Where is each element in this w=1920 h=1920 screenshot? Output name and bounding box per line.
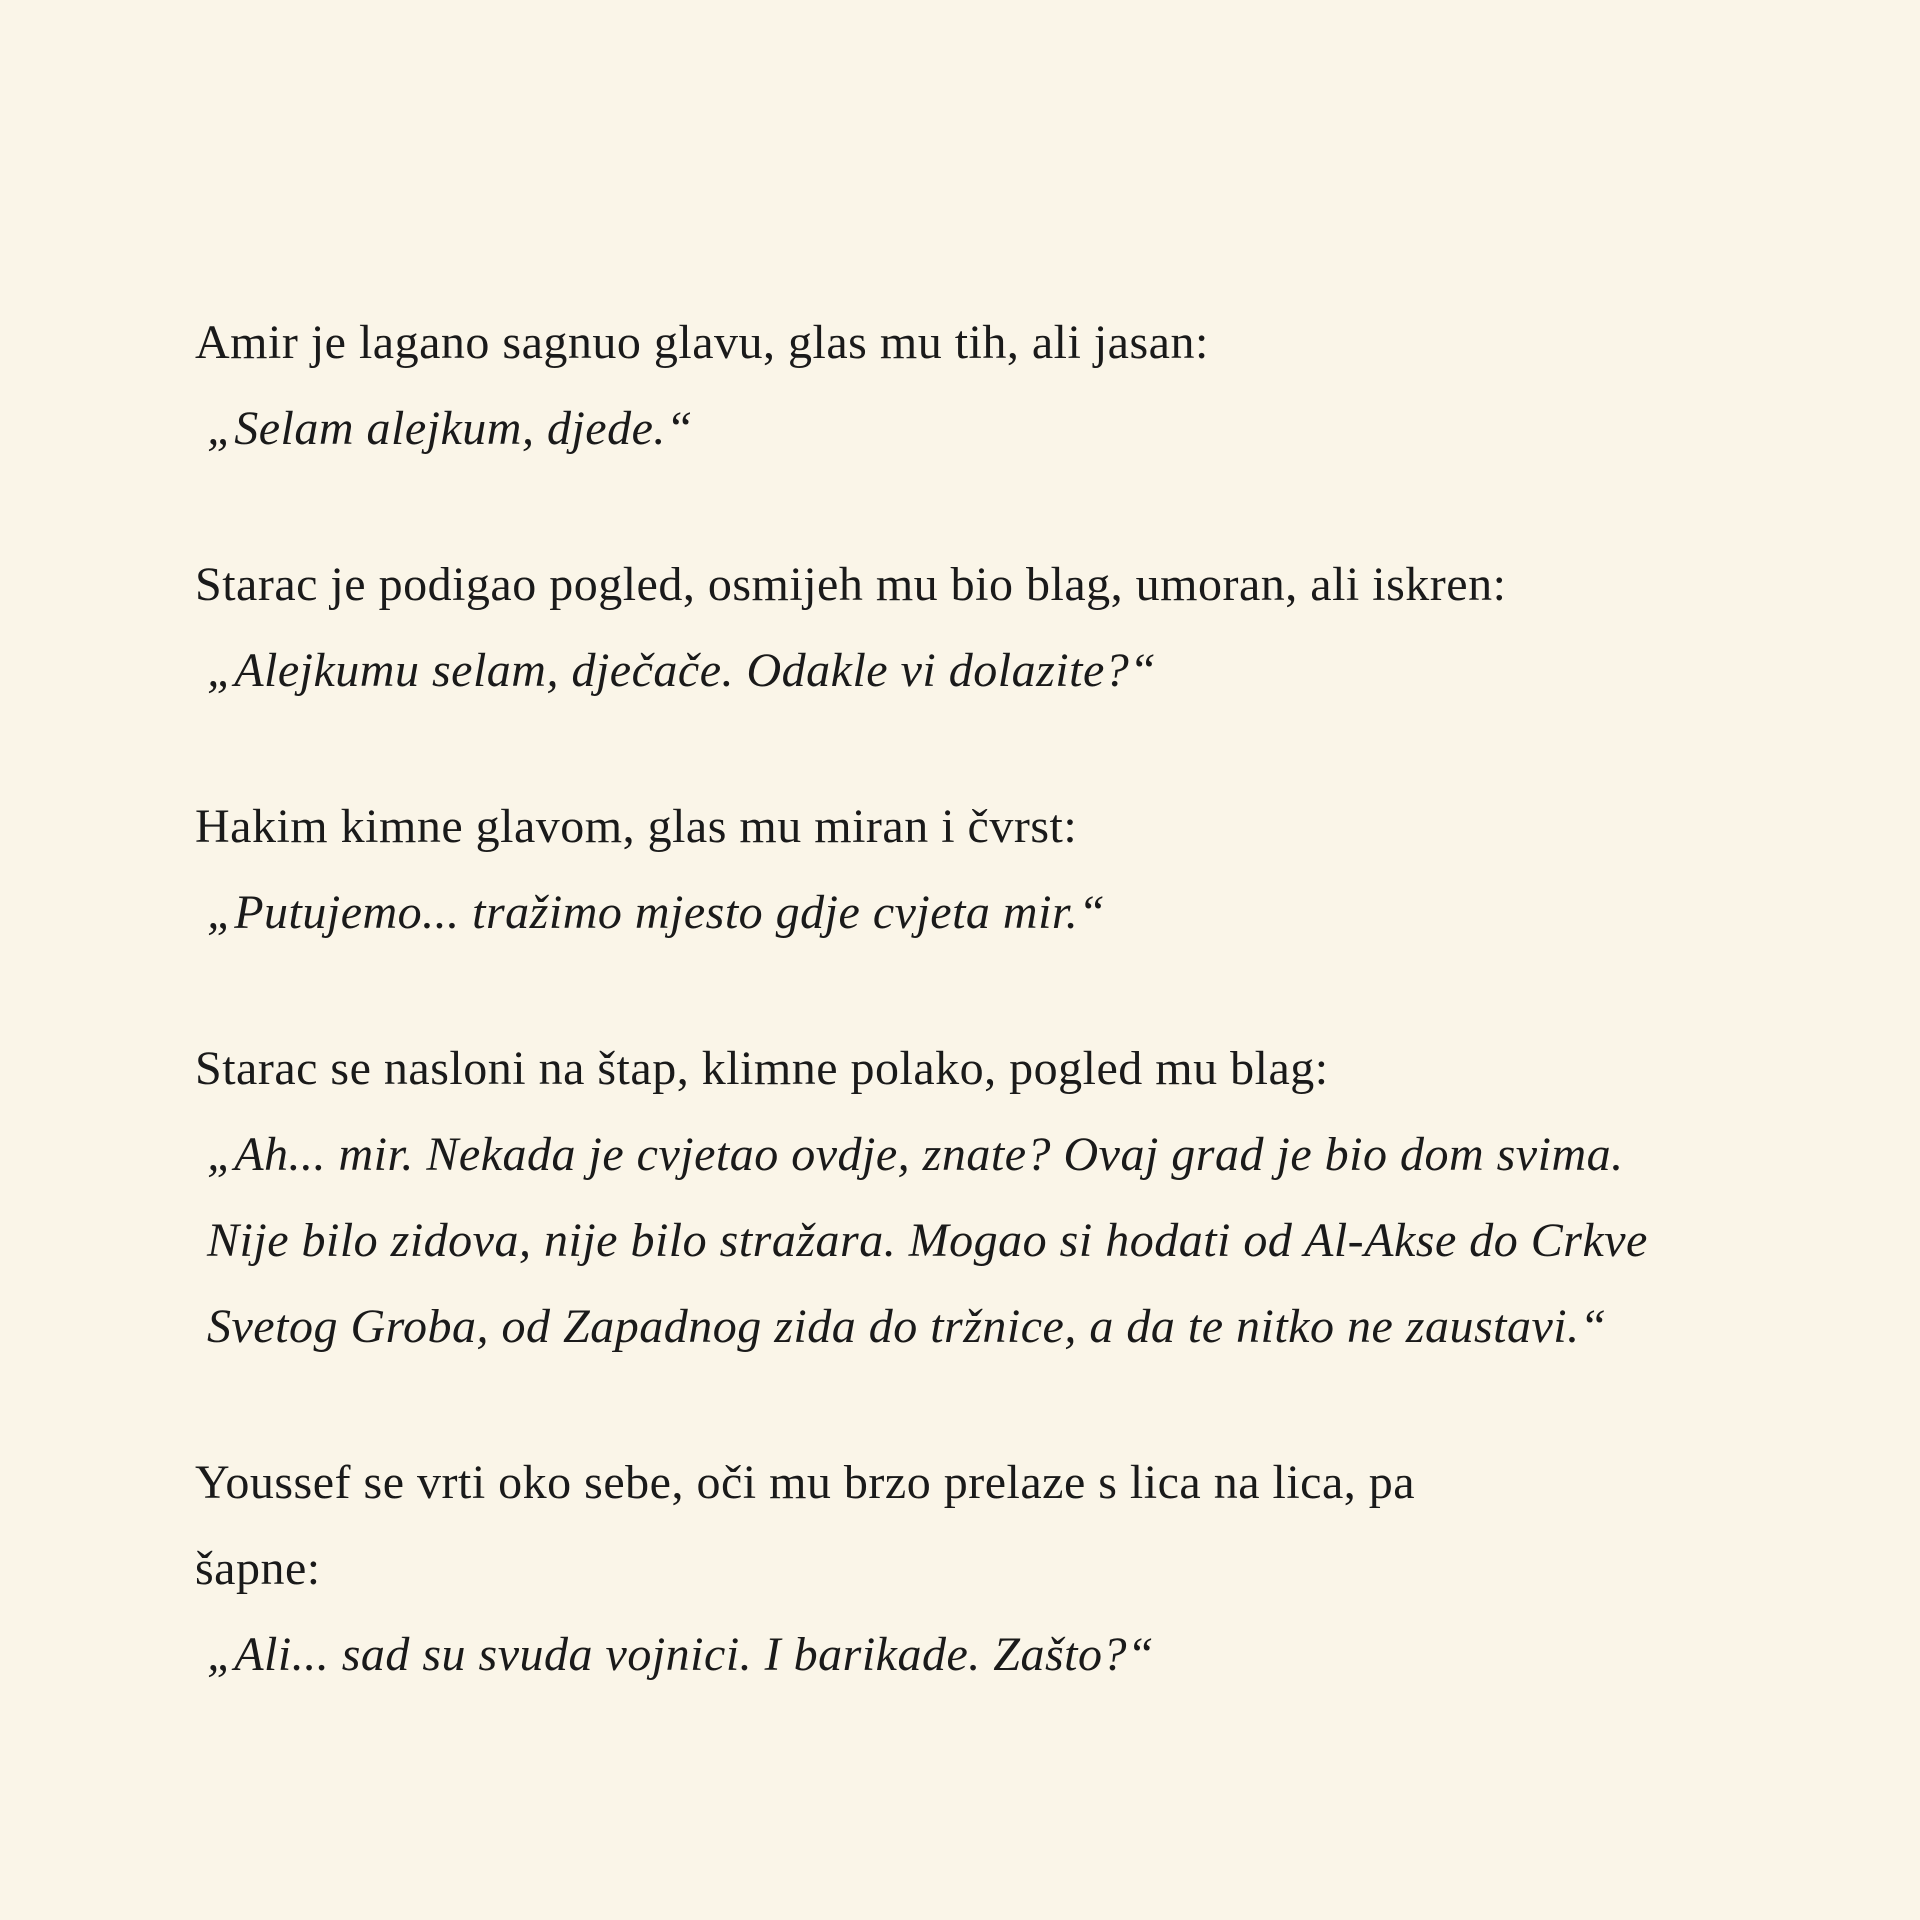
narration-line: šapne:: [195, 1542, 321, 1595]
dialogue-line: „Ali... sad su svuda vojnici. I barikade. Zašto?“: [207, 1628, 1155, 1681]
narration-line: Amir je lagano sagnuo glavu, glas mu tih, ali jasan:: [195, 316, 1209, 369]
paragraph-spacer: [195, 1370, 1700, 1440]
narration-line: Starac je podigao pogled, osmijeh mu bio blag, umoran, ali iskren:: [195, 558, 1507, 611]
paragraph-spacer: [195, 472, 1700, 542]
dialogue-line: „Alejkumu selam, dječače. Odakle vi dolazite?“: [207, 644, 1157, 697]
story-text-block: [195, 300, 1700, 1698]
narration-line: Hakim kimne glavom, glas mu miran i čvrst:: [195, 800, 1078, 853]
dialogue-line: „Putujemo... tražimo mjesto gdje cvjeta mir.“: [207, 886, 1106, 939]
narration-line: Starac se nasloni na štap, klimne polako, pogled mu blag:: [195, 1042, 1329, 1095]
paragraph-spacer: [195, 714, 1700, 784]
dialogue-line: Nije bilo zidova, nije bilo stražara. Mogao si hodati od Al-Akse do Crkve: [207, 1214, 1648, 1267]
dialogue-line: Svetog Groba, od Zapadnog zida do tržnice, a da te nitko ne zaustavi.“: [207, 1300, 1607, 1353]
narration-line: Youssef se vrti oko sebe, oči mu brzo prelaze s lica na lica, pa: [195, 1456, 1416, 1509]
dialogue-line: „Ah... mir. Nekada je cvjetao ovdje, znate? Ovaj grad je bio dom svima.: [207, 1128, 1624, 1181]
dialogue-line: „Selam alejkum, djede.“: [207, 402, 694, 455]
paragraph-spacer: [195, 956, 1700, 1026]
